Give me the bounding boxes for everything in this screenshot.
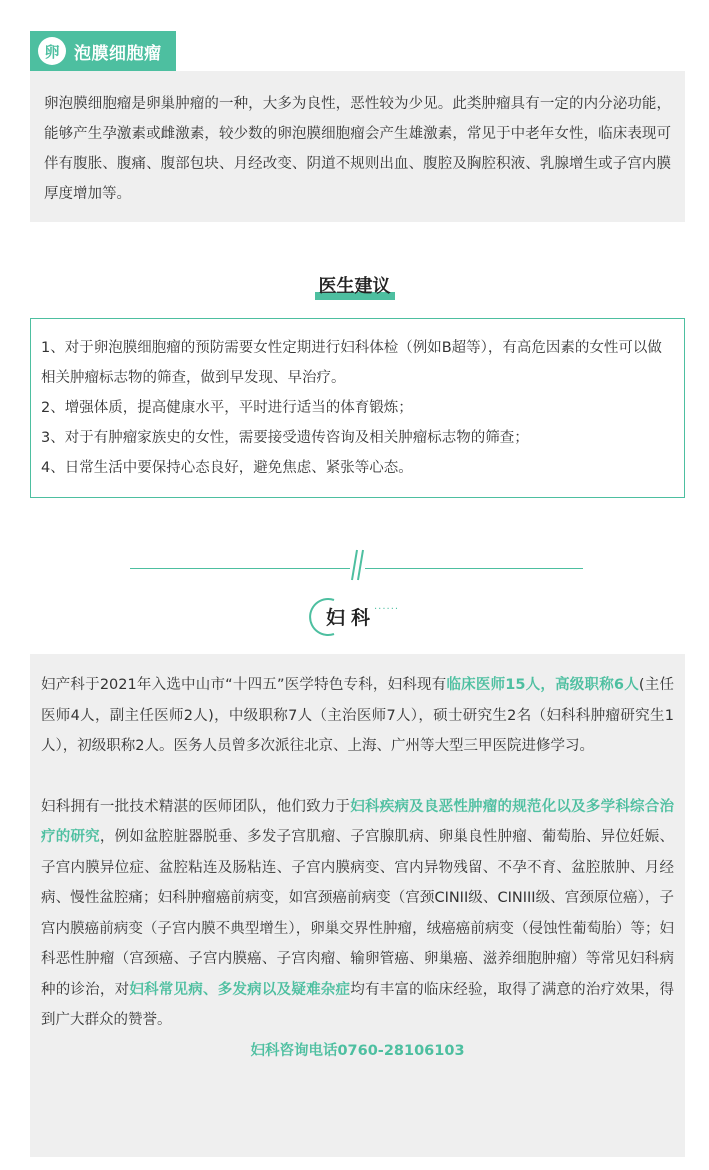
section-tag: [30, 31, 176, 71]
text-run: 妇产科于2021年入选中山市“十四五”医学特色专科，妇科现有: [41, 677, 447, 693]
advice-item: 3、对于有肿瘤家族史的女性，需要接受遗传咨询及相关肿瘤标志物的筛查；: [41, 430, 529, 446]
advice-box: [30, 318, 685, 498]
department-paragraph-2: [41, 792, 674, 1036]
highlight-text: 妇科常见病、多发病以及疑难杂症: [129, 981, 351, 998]
department-panel: [30, 654, 685, 1157]
highlight-text: 妇科疾病及良恶性肿瘤的规范化以及多学科综合治疗的研究: [41, 798, 674, 845]
text-run: 妇科拥有一批技术精湛的医师团队，他们致力于: [41, 798, 351, 815]
consult-phone[interactable]: [41, 1036, 674, 1067]
section-title: 泡膜细胞瘤: [74, 43, 162, 64]
advice-title: 医生建议: [315, 272, 395, 298]
advice-item: 2、增强体质，提高健康水平，平时进行适当的体育锻炼；: [41, 400, 413, 416]
text-run: 均有丰富的临床经验，取得了满意的治疗效果，得到广大群众的赞誉。: [41, 981, 675, 1028]
highlight-text: 临床医师15人，高级职称6人: [446, 677, 639, 693]
advice-heading: [0, 272, 709, 298]
double-slash-icon: [348, 548, 366, 582]
tag-badge: 卵: [38, 37, 66, 65]
advice-item: 1、对于卵泡膜细胞瘤的预防需要女性定期进行妇科体检（例如B超等），有高危因素的女性可以做相关肿瘤标志物的筛查，做到早发现、早治疗。: [41, 340, 662, 386]
divider-line-right: [365, 568, 583, 569]
text-run: ，例如盆腔脏器脱垂、多发子宫肌瘤、子宫腺肌病、卵巢良性肿瘤、葡萄胎、异位妊娠、子宫内膜异位症、盆腔粘连及肠粘连、子宫内膜病变、宫内异物残留、不孕不育、盆腔脓肿、月经病、慢性盆腔痛；妇科肿瘤癌前病变，如宫颈癌前病变（宫颈CINII级、CINIII级、宫颈原位癌），子宫内膜癌前病变（子宫内膜不典型增生），卵巢交界性肿瘤，绒癌癌前病变（侵蚀性葡萄胎）等；妇科恶性肿瘤（宫颈癌、子宫内膜癌、子宫肉瘤、输卵管癌、卵巢癌、滋养细胞肿瘤）等常见妇科病种的诊治，对: [41, 829, 674, 998]
intro-paragraph: 卵泡膜细胞瘤是卵巢肿瘤的一种，大多为良性，恶性较为少见。此类肿瘤具有一定的内分泌功能，能够产生孕激素或雌激素，较少数的卵泡膜细胞瘤会产生雄激素，常见于中老年女性，临床表现可伴有腹胀、腹痛、腹部包块、月经改变、阴道不规则出血、腹腔及胸腔积液、乳腺增生或子宫内膜厚度增加等。: [44, 96, 671, 202]
advice-item: 4、日常生活中要保持心态良好，避免焦虑、紧张等心态。: [41, 460, 413, 476]
department-paragraph-1: [41, 670, 674, 762]
intro-panel: [30, 71, 685, 222]
phone-text[interactable]: 妇科咨询电话0760-28106103: [250, 1042, 465, 1059]
department-title: 妇科: [326, 607, 377, 629]
divider-line-left: [130, 568, 350, 569]
dots-decoration: ······: [374, 604, 400, 615]
text-run: (主任医师4人，副主任医师2人)，中级职称7人（主治医师7人），硕士研究生2名（妇科科肿瘤研究生1人），初级职称2人。医务人员曾多次派往北京、上海、广州等大型三甲医院进修学习。: [41, 677, 674, 754]
